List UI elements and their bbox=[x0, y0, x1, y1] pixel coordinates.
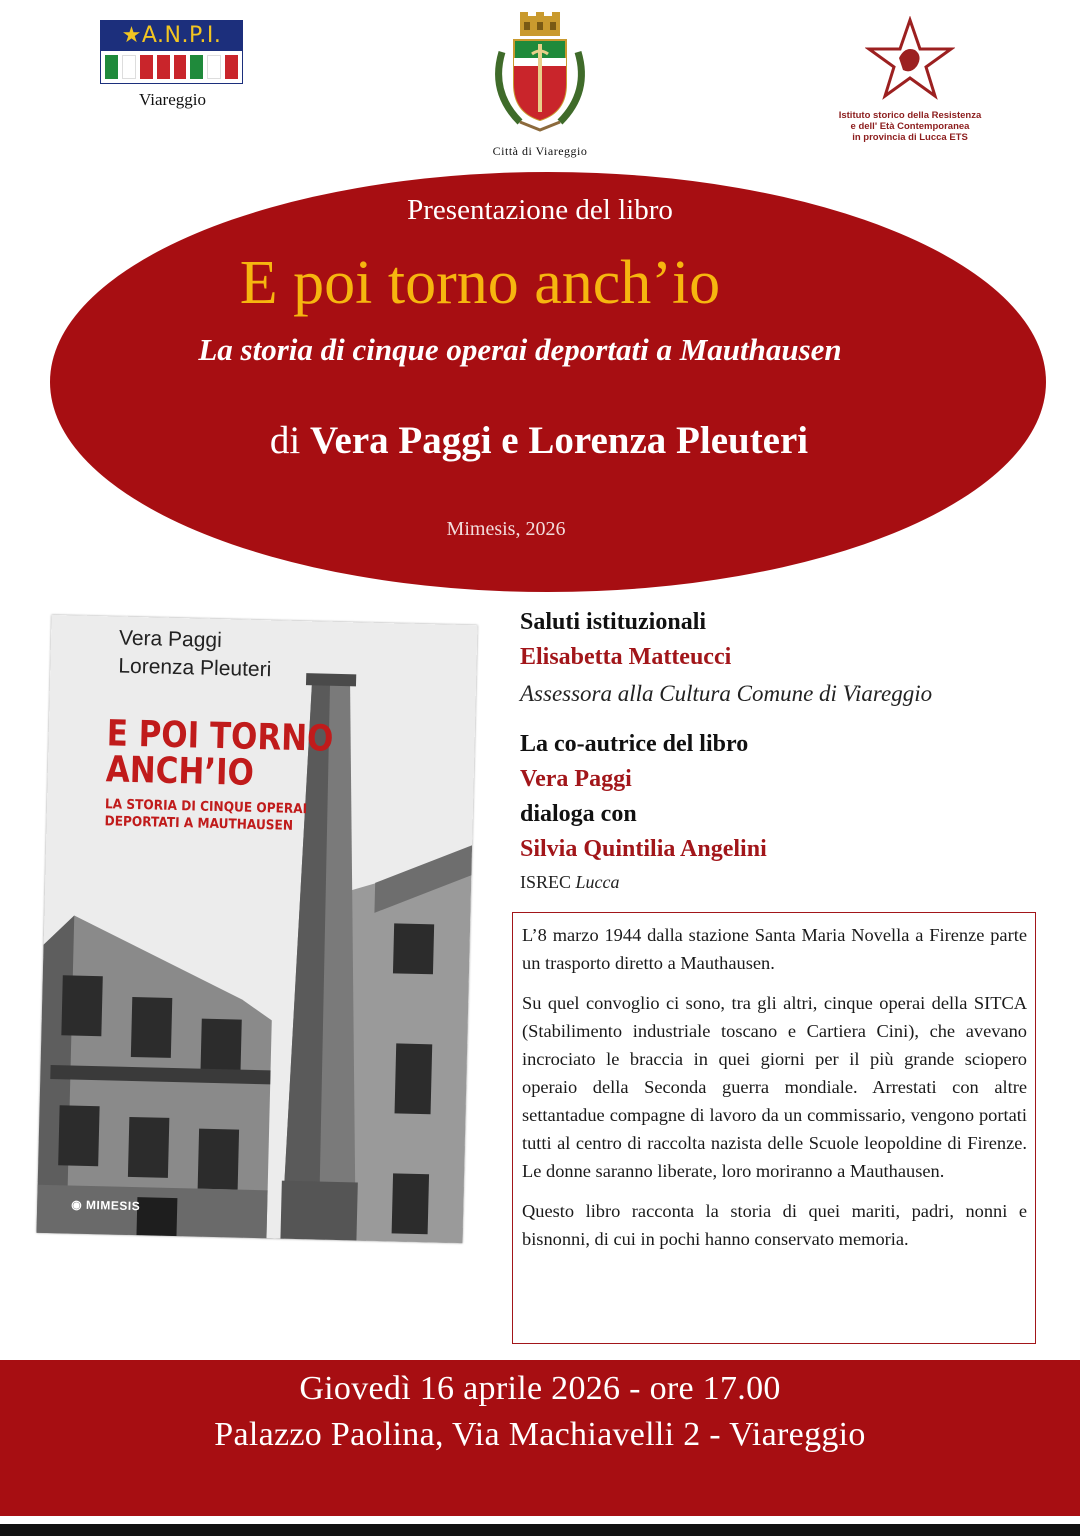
cover-author-2: Lorenza Pleuteri bbox=[118, 654, 272, 682]
cover-subtitle bbox=[104, 796, 307, 835]
anpi-logo-text: ★A.N.P.I. bbox=[101, 21, 242, 51]
presentation-label: Presentazione del libro bbox=[407, 194, 673, 226]
greetings-person: Elisabetta Matteucci bbox=[520, 644, 732, 670]
cover-subtitle-line-1: LA STORIA DI CINQUE OPERAI bbox=[104, 796, 308, 818]
description-paragraph-3: Questo libro racconta la storia di quei mariti, padri, nonni e bisnonni, di cui in pochi hanno conservato memoria. bbox=[522, 1201, 1027, 1249]
description-box bbox=[512, 912, 1036, 1344]
isrec-name bbox=[830, 110, 990, 143]
star-icon bbox=[865, 16, 955, 100]
cover-title-line-1: E POI TORNO bbox=[106, 713, 334, 760]
cover-subtitle-line-2: DEPORTATI A MAUTHAUSEN bbox=[104, 813, 294, 834]
coauthor-person: Vera Paggi bbox=[520, 766, 632, 792]
event-date-time: Giovedì 16 aprile 2026 - ore 17.00 bbox=[299, 1370, 781, 1407]
isrec-name-line-1: Istituto storico della Resistenza bbox=[838, 110, 982, 121]
comune-logo bbox=[470, 12, 610, 159]
isrec-logo bbox=[830, 16, 990, 143]
cover-publisher-name: MIMESIS bbox=[85, 1197, 141, 1214]
anpi-logo bbox=[100, 20, 245, 110]
publisher-year: Mimesis, 2026 bbox=[446, 518, 566, 540]
factory-chimney-image bbox=[37, 615, 478, 1243]
mimesis-logo-icon: ◉ bbox=[71, 1197, 87, 1212]
description-paragraph-2: Su quel convoglio ci sono, tra gli altri, cinque operai della SITCA (Stabilimento industriale toscano e Cartiera Cini), che avevano incrociato le braccia in quei giorni per il più grande sciopero operaio della Seconda guerra mondiale. Arrestati con altre settantadue compagne di lavoro da un commissario, vengono portati tutti al centro di raccolta nazista delle Scuole leopoldine di Firenze. Le donne saranno liberate, loro moriranno a Mauthausen. bbox=[522, 993, 1027, 1181]
isrec-name-line-2: e dell' Età Contemporanea bbox=[850, 121, 970, 132]
authors-line bbox=[0, 418, 1079, 463]
comune-caption: Città di Viareggio bbox=[492, 144, 588, 158]
moderator-org-prefix: ISREC bbox=[520, 872, 572, 892]
book-cover-art bbox=[37, 615, 478, 1243]
book-title: E poi torno anch’io bbox=[239, 249, 721, 317]
cover-title-line-2: ANCH’IO bbox=[105, 749, 255, 794]
anpi-city: Viareggio bbox=[139, 90, 206, 109]
bottom-bar bbox=[0, 1524, 1080, 1536]
greetings-label: Saluti istituzionali bbox=[520, 609, 707, 635]
book-cover bbox=[42, 606, 472, 1256]
moderator-org-city: Lucca bbox=[575, 872, 620, 892]
anpi-flag-stripes bbox=[101, 51, 242, 83]
description-paragraph-1: L’8 marzo 1944 dalla stazione Santa Maria Novella a Firenze parte un trasporto diretto a Mauthausen. bbox=[522, 925, 1027, 973]
authors-names: Vera Paggi e Lorenza Pleuteri bbox=[309, 419, 809, 462]
greetings-role: Assessora alla Cultura Comune di Viareggio bbox=[520, 681, 933, 706]
dialogue-label: dialoga con bbox=[520, 801, 637, 827]
isrec-name-line-3: in provincia di Lucca ETS bbox=[852, 132, 968, 143]
anpi-flag bbox=[100, 20, 243, 84]
city-crest-icon bbox=[480, 12, 600, 138]
book-subtitle: La storia di cinque operai deportati a Mauthausen bbox=[198, 332, 842, 367]
cover-title bbox=[105, 713, 334, 794]
moderator-org bbox=[520, 872, 620, 893]
coauthor-label: La co-autrice del libro bbox=[520, 731, 749, 757]
event-venue: Palazzo Paolina, Via Machiavelli 2 - Viareggio bbox=[214, 1416, 866, 1453]
moderator-person: Silvia Quintilia Angelini bbox=[520, 836, 767, 862]
cover-publisher bbox=[71, 1198, 140, 1214]
cover-author-1: Vera Paggi bbox=[118, 626, 223, 653]
authors-prefix: di bbox=[269, 419, 301, 462]
